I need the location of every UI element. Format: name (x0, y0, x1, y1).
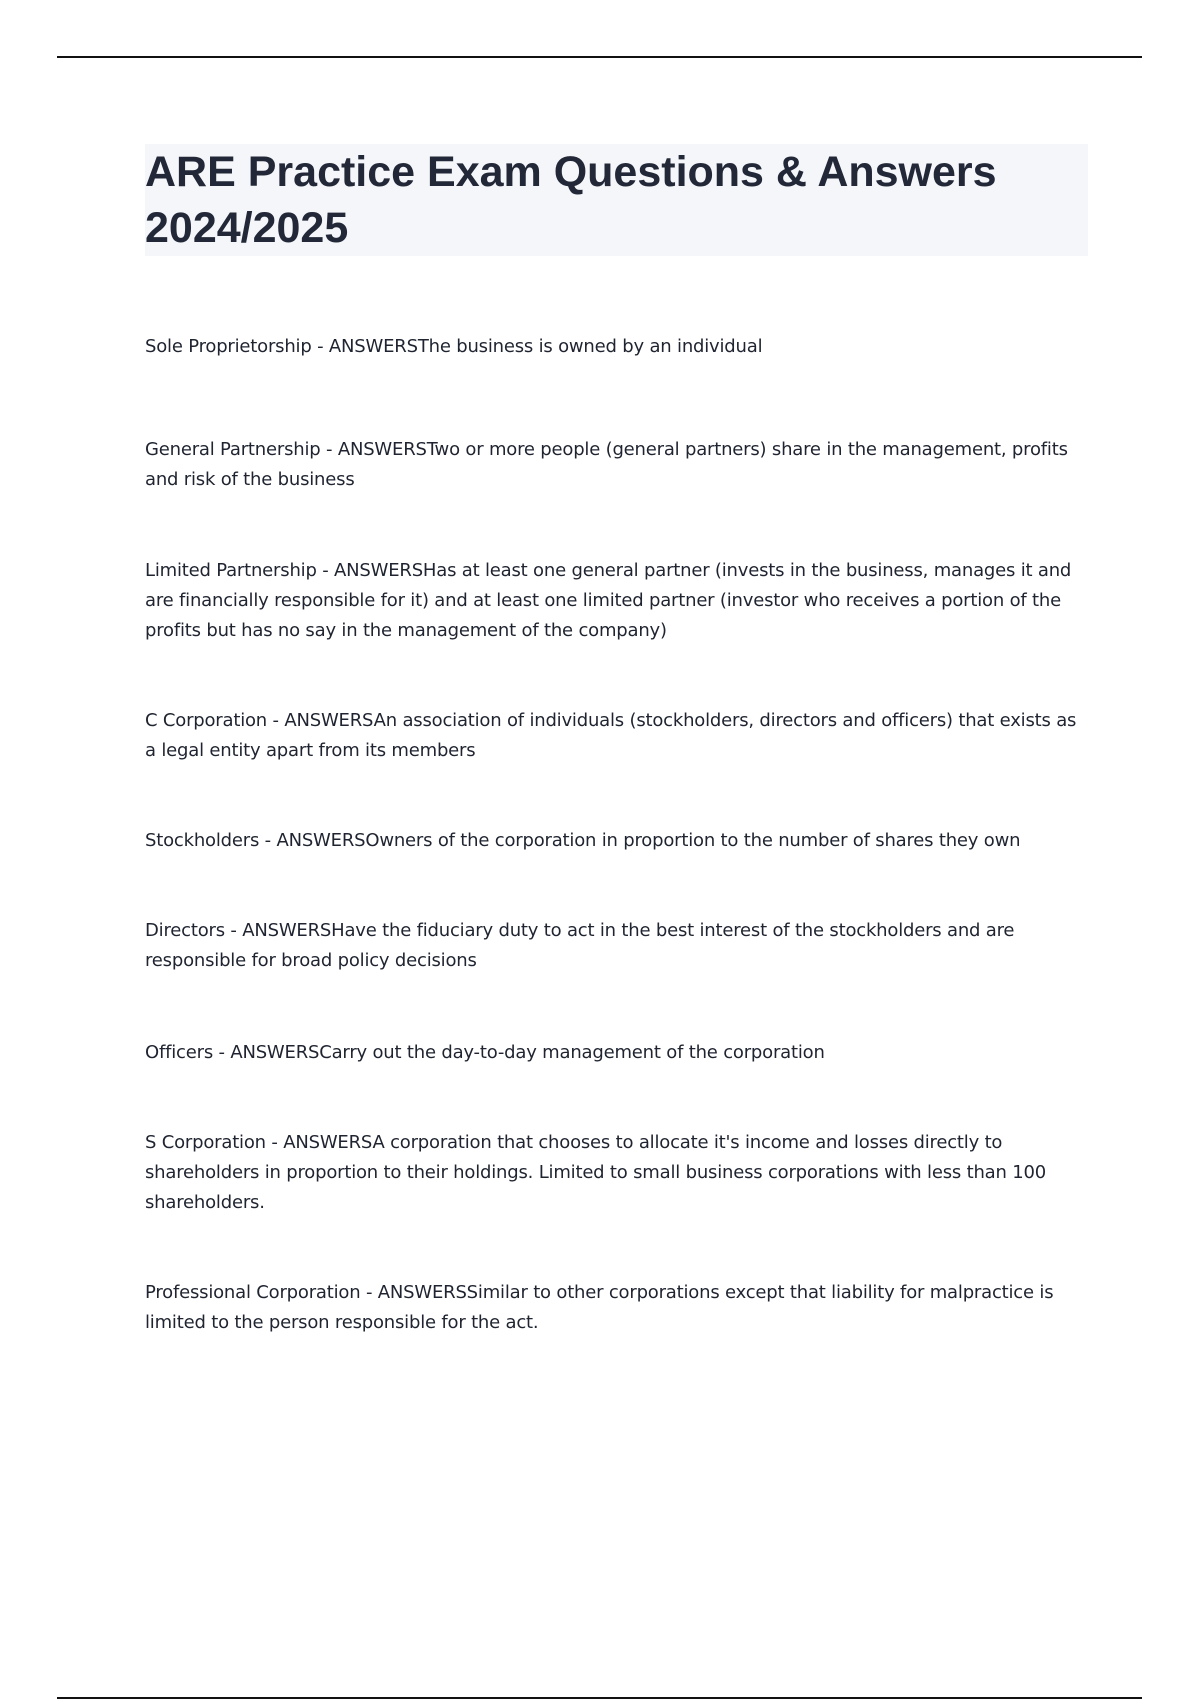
entry-general-partnership: General Partnership - ANSWERSTwo or more people (general partners) share in the management, profits and risk of the business (145, 439, 1068, 490)
entry-s-corporation: S Corporation - ANSWERSA corporation that chooses to allocate it's income and losses directly to shareholders in proportion to their holdings. Limited to small business corporations with less than 100 shareholders. (145, 1132, 1046, 1213)
bottom-rule (57, 1697, 1142, 1699)
entry-stockholders: Stockholders - ANSWERSOwners of the corporation in proportion to the number of shares they own (145, 830, 1021, 851)
top-rule (57, 56, 1142, 58)
document-title: ARE Practice Exam Questions & Answers 2024/2025 (145, 148, 997, 252)
entry-professional-corporation: Professional Corporation - ANSWERSSimilar to other corporations except that liability for malpractice is limited to the person responsible for the act. (145, 1282, 1054, 1333)
entry-c-corporation: C Corporation - ANSWERSAn association of individuals (stockholders, directors and officers) that exists as a legal entity apart from its members (145, 710, 1077, 761)
entry-officers: Officers - ANSWERSCarry out the day-to-day management of the corporation (145, 1042, 825, 1063)
entry-sole-proprietorship: Sole Proprietorship - ANSWERSThe business is owned by an individual (145, 336, 763, 357)
entry-limited-partnership: Limited Partnership - ANSWERSHas at least one general partner (invests in the business, manages it and are financially responsible for it) and at least one limited partner (investor who receives a portion of the profits but has no say in the management of the company) (145, 560, 1072, 641)
title-block (145, 144, 1088, 256)
entry-directors: Directors - ANSWERSHave the fiduciary duty to act in the best interest of the stockholders and are responsible for broad policy decisions (145, 920, 1015, 971)
